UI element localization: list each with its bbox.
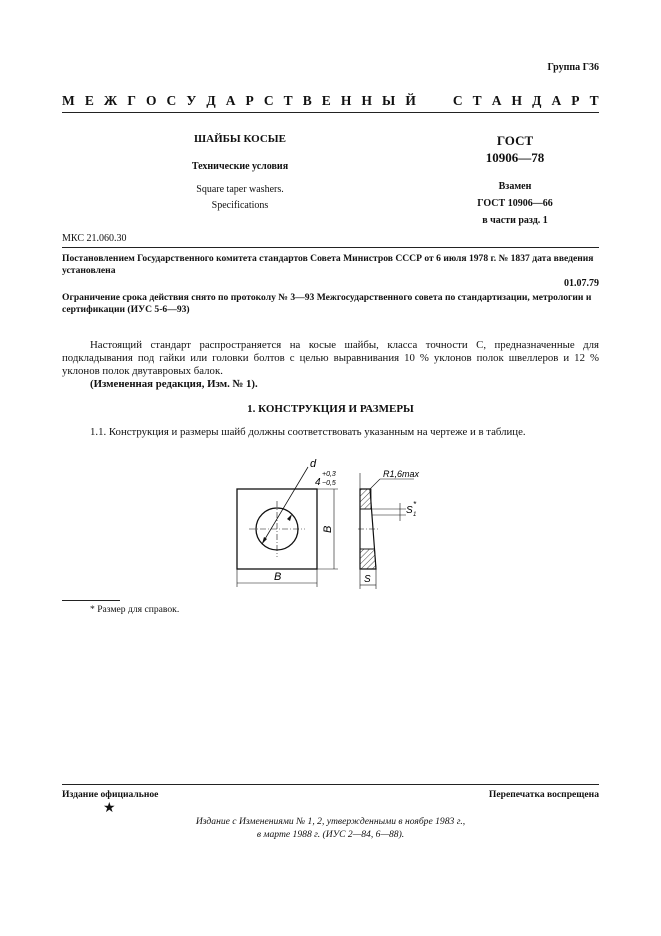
banner-letter (426, 93, 429, 109)
mks-code: МКС 21.060.30 (62, 233, 127, 244)
diameter-arrow-1 (262, 537, 267, 544)
document-subtitle: Технические условия (191, 161, 289, 172)
banner-letter: А (225, 93, 236, 108)
banner-letter: С (166, 93, 177, 108)
banner-letter: Н (511, 93, 523, 108)
official-edition: Издание официальное (62, 789, 159, 800)
banner-letter: Г (127, 93, 136, 108)
banner-letter: С (452, 93, 463, 108)
reissue-line1: Издание с Изменениями № 1, 2, утвержденными в ноябре 1983 г., (195, 816, 466, 827)
amendment-note: (Измененная редакция, Изм. № 1). (90, 378, 258, 390)
label-s: S (364, 574, 371, 585)
banner-letter: Т (472, 93, 482, 108)
label-tol-minus: −0,5 (322, 480, 336, 487)
footnote-separator (62, 600, 120, 601)
label-s1-sub: 1 (413, 512, 417, 518)
banner-letter: Ы (382, 93, 396, 108)
decree-text: Постановлением Государственного комитета стандартов Совета Министров СССР от 6 июля 1978 г. № 1837 дата введения установлена (62, 253, 594, 276)
diameter-arrow-2 (287, 514, 292, 521)
introduction-date: 01.07.79 (564, 278, 599, 289)
replaces-part: в части разд. 1 (482, 215, 548, 226)
section-heading: 1. КОНСТРУКЦИЯ И РАЗМЕРЫ (247, 403, 414, 415)
banner-letter: М (62, 93, 75, 108)
label-radius: R1,6max (383, 469, 420, 479)
gost-label: ГОСТ (496, 133, 534, 148)
banner-letter: У (186, 93, 197, 108)
label-b-bottom: B (274, 571, 282, 583)
banner-letter: Д (532, 93, 542, 108)
banner-letter: Р (571, 93, 580, 108)
label-tol: 4 (315, 477, 321, 488)
banner-letter: Р (245, 93, 254, 108)
reprint-prohibited: Перепечатка воспрещена (488, 789, 599, 800)
banner-letter: Е (321, 93, 331, 108)
radius-leader (370, 479, 380, 489)
banner-letter: Д (206, 93, 216, 108)
reissue-note (62, 815, 599, 841)
banner-letter: А (491, 93, 502, 108)
diameter-leader (262, 467, 308, 544)
banner-letter: В (302, 93, 312, 108)
banner-letter: Ж (103, 93, 118, 108)
banner-letter: Т (589, 93, 599, 108)
footer-divider (62, 784, 599, 785)
banner-letter: Е (84, 93, 94, 108)
gost-number: 10906—78 (485, 150, 545, 165)
reissue-line2: в марте 1988 г. (ИУС 2—84, 6—88). (256, 829, 405, 840)
clause-1-1: 1.1. Конструкция и размеры шайб должны соответствовать указанным на чертеже и в таблице. (90, 426, 526, 438)
english-title-line2: Specifications (211, 200, 269, 211)
banner-letter: Н (361, 93, 372, 108)
banner-letter: О (145, 93, 157, 108)
label-s1: S (406, 505, 413, 516)
side-section-top (360, 489, 371, 509)
limitation-text: Ограничение срока действия снято по протоколу № 3—93 Межгосударственного совета по стандартизации, метрологии и сертификации (ИУС 5-6—93) (62, 292, 592, 315)
star-icon: ★ (103, 801, 116, 816)
header-divider (62, 112, 599, 113)
banner-letter: Т (283, 93, 293, 108)
banner-letter: А (551, 93, 562, 108)
banner-letter (439, 93, 442, 109)
replaces-label: Взамен (498, 181, 532, 192)
side-section-bottom (360, 549, 376, 569)
footnote: * Размер для справок. (90, 604, 180, 615)
intro-paragraph: Настоящий стандарт распространяется на косые шайбы, класса точности С, предназначенные для подкладывания под гайки или головки болтов с целью выравнивания 10 % уклонов полок швеллеров и 12 % уклонов полок двутавровых балок. (62, 339, 599, 377)
label-b-side: B (322, 525, 334, 533)
label-d: d (310, 458, 317, 470)
label-tol-plus: +0,3 (322, 471, 336, 478)
replaces-gost: ГОСТ 10906—66 (477, 198, 553, 209)
banner-letter: Н (340, 93, 352, 108)
standard-banner (62, 93, 599, 109)
banner-letter: Й (405, 93, 416, 108)
group-code: Группа Г36 (547, 62, 599, 73)
washer-drawing (220, 455, 440, 595)
label-s1-star: * (413, 500, 417, 509)
banner-letter: С (263, 93, 274, 108)
english-title-line1: Square taper washers. (196, 184, 284, 195)
mks-divider (62, 247, 599, 248)
document-title: ШАЙБЫ КОСЫЕ (194, 133, 286, 145)
